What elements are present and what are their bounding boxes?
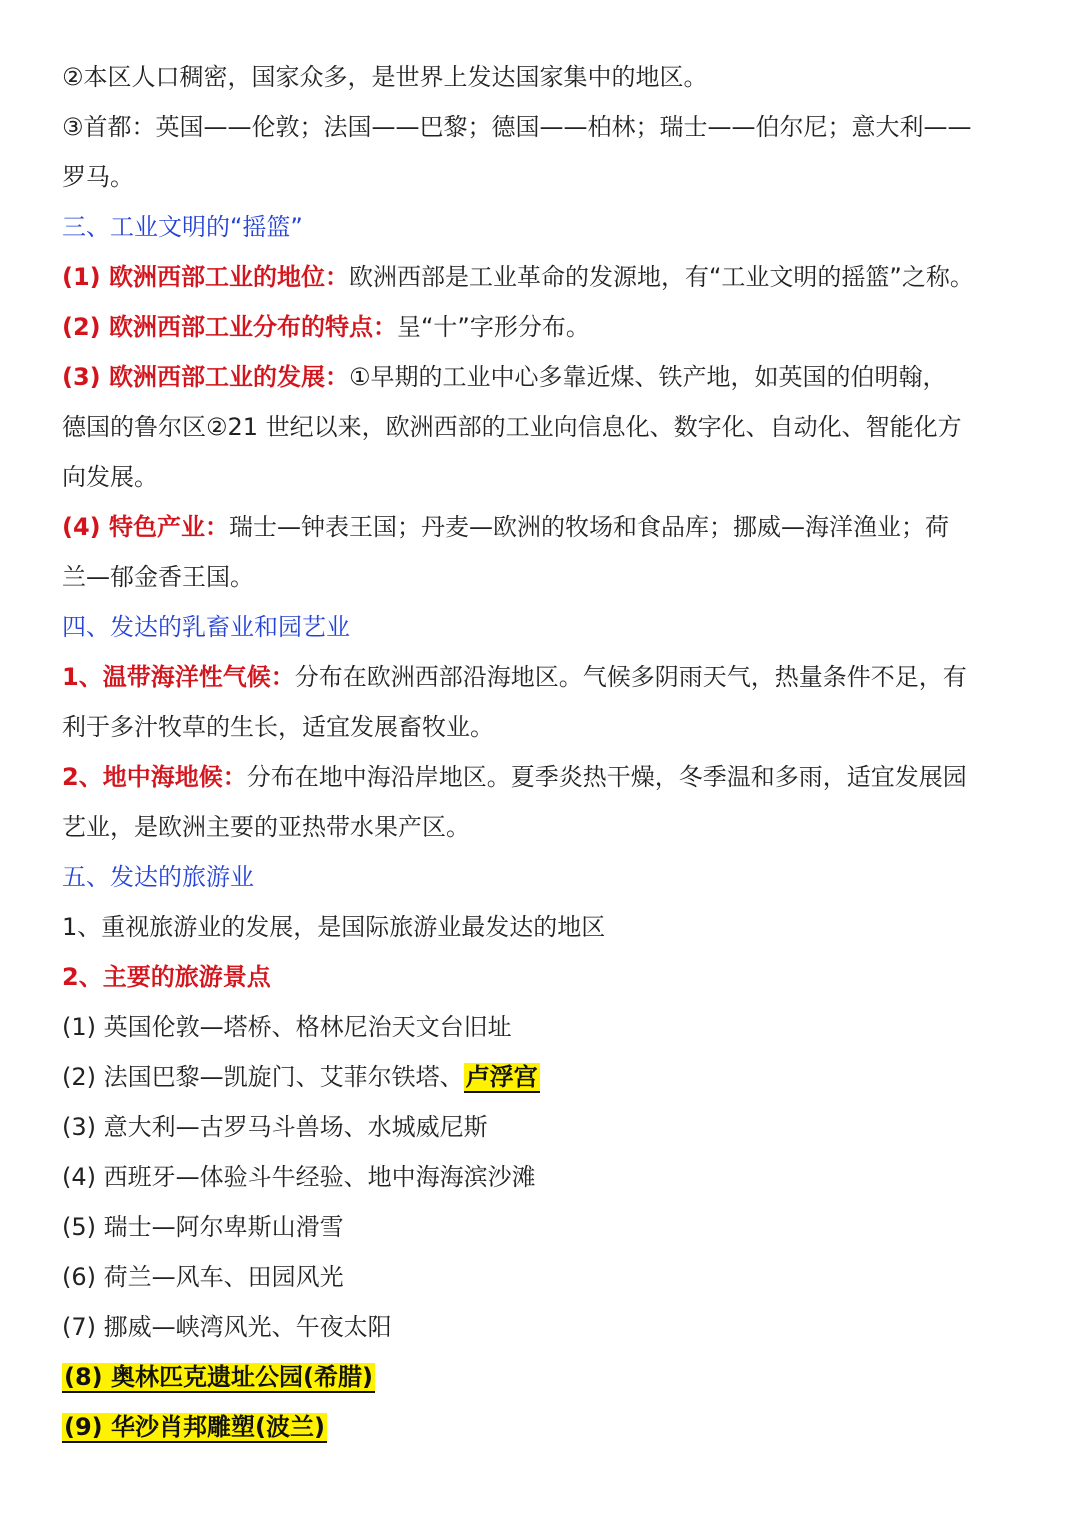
highlighted-text: (8) 奥林匹克遗址公园(希腊) [64, 1363, 373, 1391]
label: (1) 欧洲西部工业的地位： [62, 263, 349, 291]
list-item: (6) 荷兰—风车、田园风光 [62, 1263, 344, 1291]
list-item: (5) 瑞士—阿尔卑斯山滑雪 [62, 1213, 344, 1241]
label: 2、地中海地候： [62, 763, 247, 791]
section-heading-5: 五、发达的旅游业 [62, 863, 254, 891]
text-line: 罗马。 [62, 163, 134, 191]
text-line: 兰—郁金香王国。 [62, 563, 254, 591]
subheading-tourist-sites: 2、主要的旅游景点 [62, 963, 271, 991]
text-line: 艺业，是欧洲主要的亚热带水果产区。 [62, 813, 470, 841]
text-line: 利于多汁牧草的生长，适宜发展畜牧业。 [62, 713, 494, 741]
text: (2) 法国巴黎—凯旋门、艾菲尔铁塔、 [62, 1063, 464, 1091]
paragraph-special-industry [62, 510, 1018, 544]
text-line: 德国的鲁尔区②21 世纪以来，欧洲西部的工业向信息化、数字化、自动化、智能化方 [62, 413, 962, 441]
paragraph-industry-development [62, 360, 1018, 394]
list-item: (7) 挪威—峡湾风光、午夜太阳 [62, 1313, 392, 1341]
text: 瑞士—钟表王国；丹麦—欧洲的牧场和食品库；挪威—海洋渔业；荷 [229, 513, 949, 541]
label: (2) 欧洲西部工业分布的特点： [62, 313, 397, 341]
text-line: 向发展。 [62, 463, 158, 491]
label: 1、温带海洋性气候： [62, 663, 295, 691]
text: 欧洲西部是工业革命的发源地，有“工业文明的摇篮”之称。 [349, 263, 974, 291]
list-item [62, 1410, 1018, 1444]
paragraph-mediterranean-climate [62, 760, 1018, 794]
section-heading-3: 三、工业文明的“摇篮” [62, 213, 303, 241]
paragraph-oceanic-climate [62, 660, 1018, 694]
paragraph-industry-status [62, 260, 1018, 294]
highlighted-text: 卢浮宫 [465, 1063, 538, 1091]
text: 分布在欧洲西部沿海地区。气候多阴雨天气，热量条件不足，有 [294, 663, 967, 691]
text-line: 1、重视旅游业的发展，是国际旅游业最发达的地区 [62, 913, 606, 941]
text: 分布在地中海沿岸地区。夏季炎热干燥，冬季温和多雨，适宜发展园 [246, 763, 967, 791]
label: (3) 欧洲西部工业的发展： [62, 363, 349, 391]
text-line: ③首都：英国——伦敦；法国——巴黎；德国——柏林；瑞士——伯尔尼；意大利—— [62, 113, 972, 141]
list-item: (1) 英国伦敦—塔桥、格林尼治天文台旧址 [62, 1013, 512, 1041]
list-item [62, 1360, 1018, 1394]
highlighted-text: (9) 华沙肖邦雕塑(波兰) [64, 1413, 325, 1441]
label: (4) 特色产业： [62, 513, 229, 541]
list-item: (4) 西班牙—体验斗牛经验、地中海海滨沙滩 [62, 1163, 536, 1191]
list-item [62, 1060, 1018, 1094]
text: 呈“十”字形分布。 [397, 313, 590, 341]
text: ①早期的工业中心多靠近煤、铁产地，如英国的伯明翰， [349, 363, 947, 391]
paragraph-industry-distribution [62, 310, 1018, 344]
section-heading-4: 四、发达的乳畜业和园艺业 [62, 613, 350, 641]
list-item: (3) 意大利—古罗马斗兽场、水城威尼斯 [62, 1113, 488, 1141]
text-line: ②本区人口稠密，国家众多，是世界上发达国家集中的地区。 [62, 63, 708, 91]
